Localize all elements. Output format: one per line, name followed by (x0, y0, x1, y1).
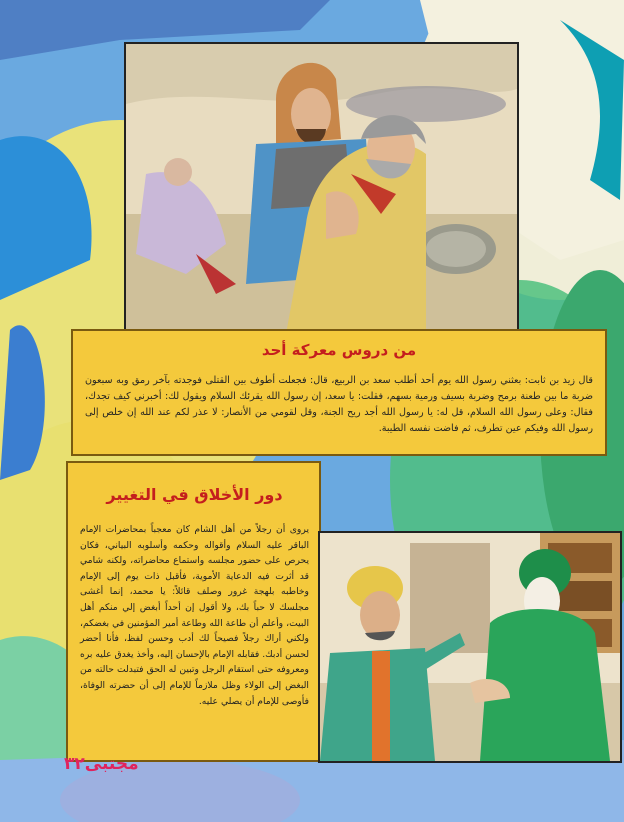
section-uhud-lesson (71, 329, 607, 456)
section-morals-change (66, 461, 321, 762)
section-morals-body: يروى أن رجلاً من أهل الشام كان معجباً بمحاضرات الإمام الباقر عليه السلام وأقواله وحكمه وأسلوبه البياني، فكان يحرص على حضور مجلسه واستماع محاضراته، ولكنه شامي قد أثرت فيه الدعاية الأموية، فأقبل ذات يوم إلى الإمام وخاطبه بلهجة غرور وصلف قائلاً: يا محمد، إنما أغشى مجلسك لا حباً بك، ولا أقول إن أحداً أبغض إلي منكم أهل البيت، وأعلم أن طاعة الله وطاعة أمير المؤمنين في بغضكم، ولكني أراك رجلاً فصيحاً لك أدب وحسن لفظ، فأنا أحضر لحسن أدبك. فقابله الإمام بالإحسان إليه، وأخذ يغدق عليه بره ومعروفه حتى استقام الرجل وتبين له الحق فتبدلت حالته من البغض إلى الولاء وظل ملازماً للإمام إلى أن حضرته الوفاة، فأوصى للإمام أن يصلي عليه. (80, 524, 309, 707)
section-uhud-body: قال زيد بن ثابت: بعثني رسول الله يوم أحد أطلب سعد بن الربيع، قال: فجعلت أطوف بين القتلى فوجدته بآخر رمق وبه سبعون ضربة ما بين طعنة برمح وضربة بسيف ورمية بسهم، فقلت: يا سعد، إن رسول الله يقرئك السلام ويقول لك: أخبرني كيف تجدك، فقال: وعلى رسول الله السلام، قل له: يا رسول الله أجد ريح الجنة، وقل لقومي من الأنصار: لا عذر لكم عند الله إن خلص إلى رسول الله وفيكم عين تطرف، ثم فاضت نفسه الطيبة. (85, 375, 593, 434)
section-morals-title: دور الأخلاق في التغيير (106, 485, 283, 504)
illustration-imam-and-man (318, 531, 622, 763)
section-uhud-title: من دروس معركة أحد (261, 341, 417, 359)
magazine-logo: مجتبى٣٢ (64, 754, 139, 774)
illustration-battle-of-uhud (124, 42, 519, 336)
